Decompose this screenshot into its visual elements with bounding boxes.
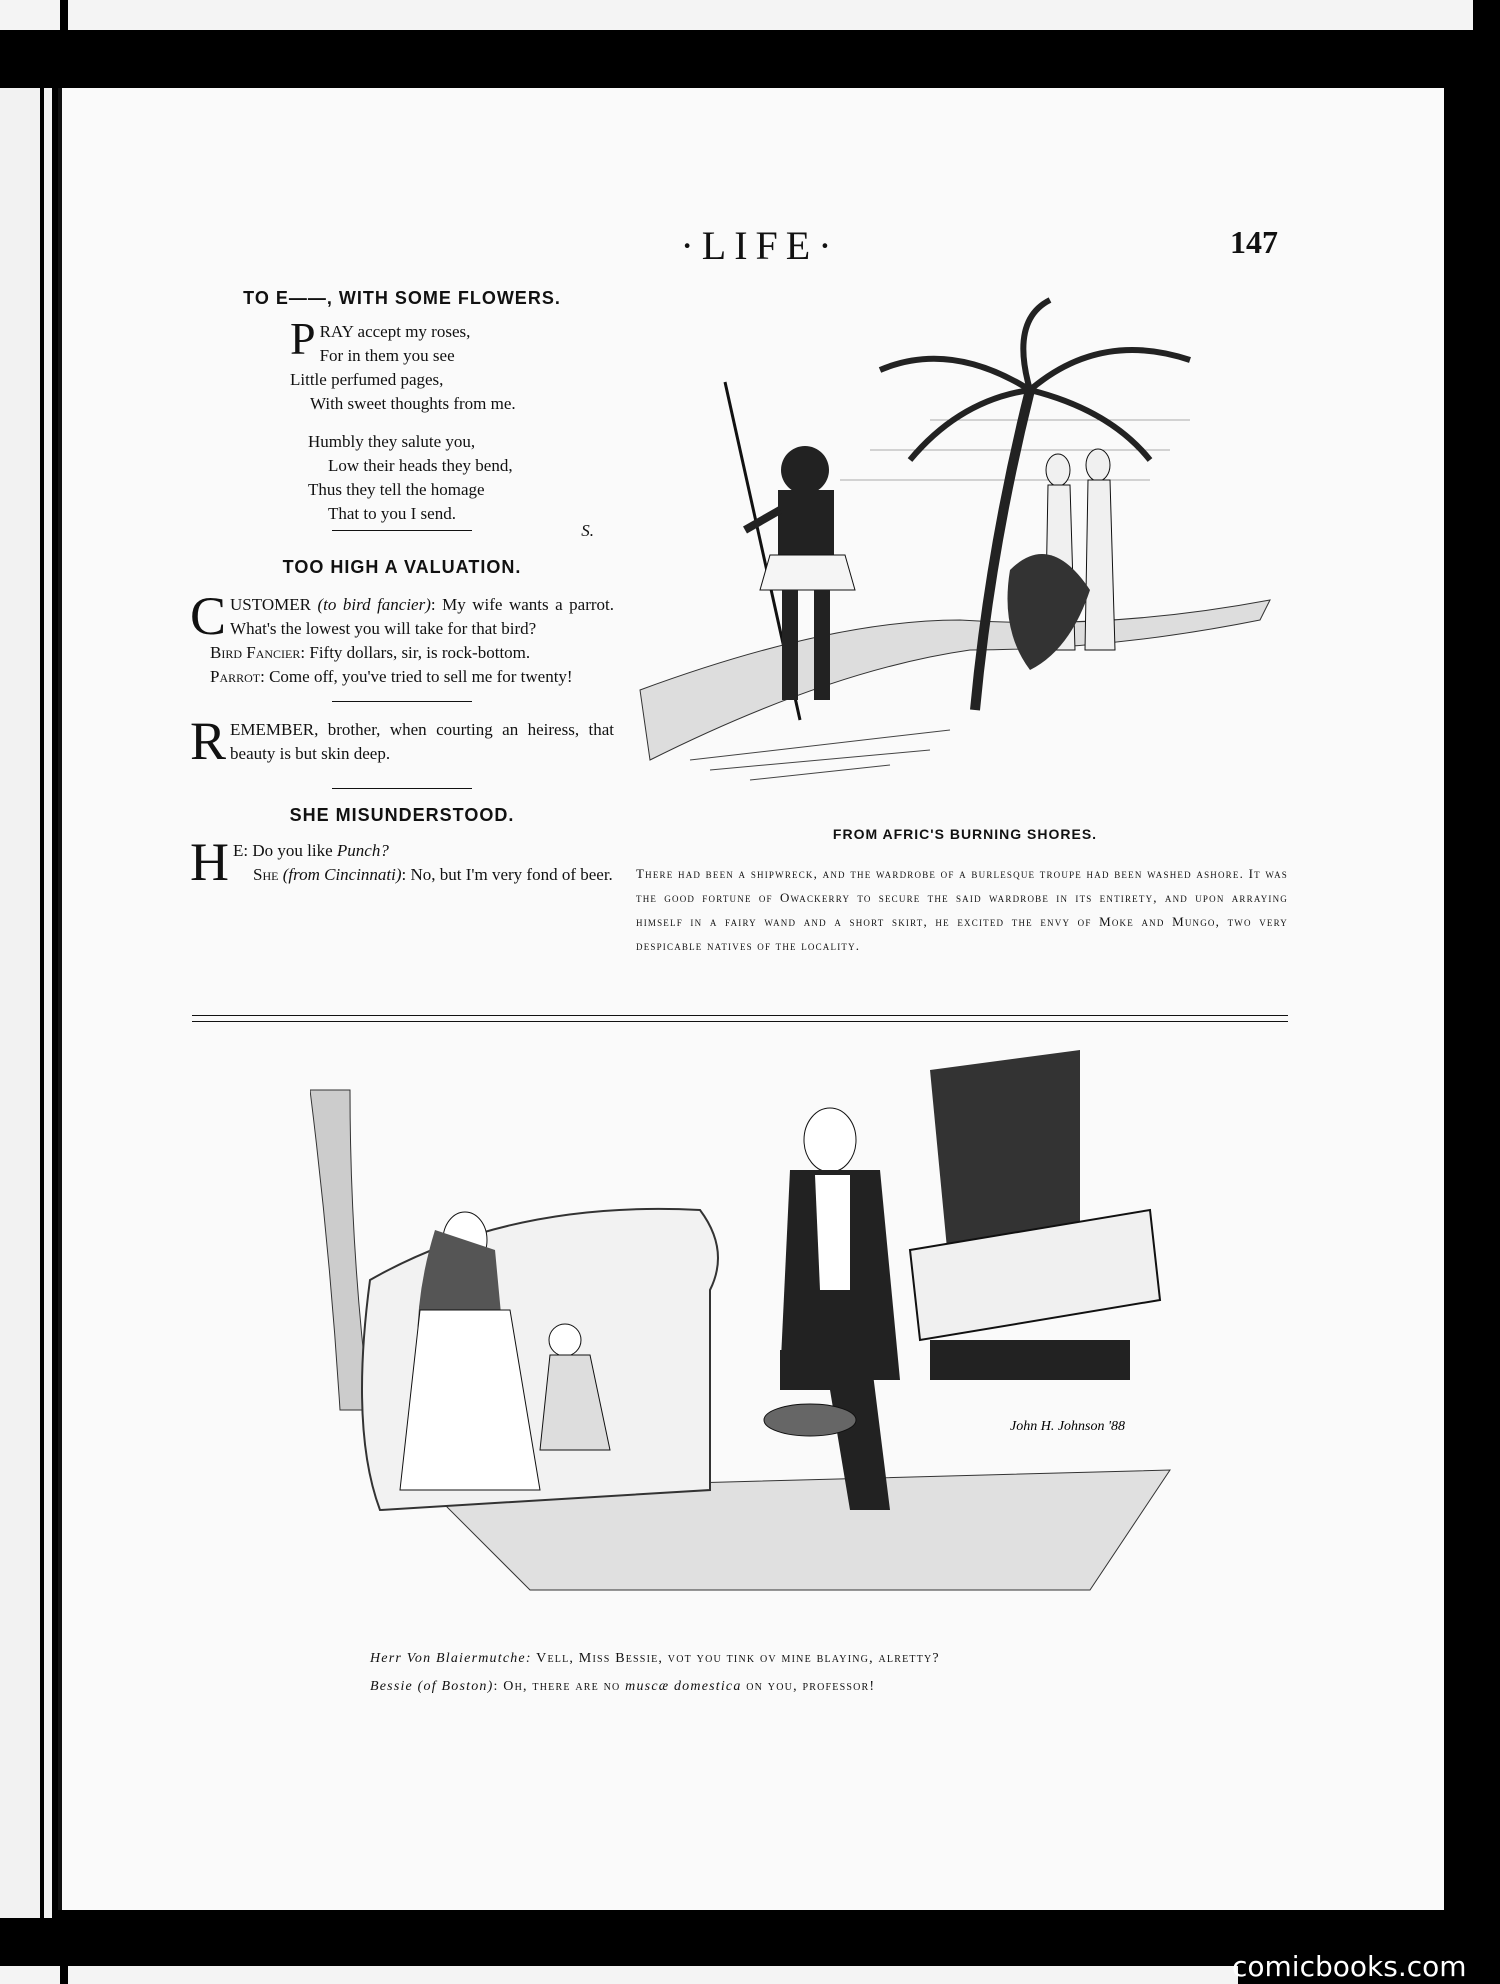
poem-line: Thus they tell the homage xyxy=(308,480,485,499)
site-watermark: comicbooks.com xyxy=(1232,1950,1467,1983)
section-rule xyxy=(332,530,472,531)
poem-line: Low their heads they bend, xyxy=(328,456,513,475)
valuation-paragraph-1: CUSTOMER (to bird fancier): My wife wants a parrot. What's the lowest you will take for that bird? xyxy=(190,586,615,646)
africa-cartoon-illustration xyxy=(630,290,1290,810)
double-rule-divider xyxy=(192,1015,1288,1022)
valuation-paragraph-2: Bird Fancier: Fifty dollars, sir, is rock-bottom. xyxy=(210,643,531,662)
africa-cartoon-caption: There had been a shipwreck, and the wardrobe of a burlesque troupe had been washed ashore. It was the good fortune of Owackerry to secure the said wardrobe in its entirety, and upon arraying himself in a fairy wand and a short skirt, he excited the envy of Moke and Mungo, two very despicable natives of the locality. xyxy=(636,866,1288,953)
misunderstood-paragraph-2: She (from Cincinnati): No, but I'm very fond of beer. xyxy=(253,865,613,884)
misunderstood-paragraph-1: H E: Do you like Punch? xyxy=(190,832,389,892)
piano-stool xyxy=(764,1404,856,1436)
masthead-title: ·LIFE· xyxy=(680,223,840,268)
section-rule xyxy=(332,701,472,702)
piano-cartoon-illustration xyxy=(310,1050,1210,1630)
beach-shore xyxy=(640,600,1270,760)
piano-caption-line-2: Bessie (of Boston): Oh, there are no muscæ domestica on you, professor! xyxy=(370,1679,876,1694)
poem-line: That to you I send. xyxy=(328,504,456,523)
drop-cap: R xyxy=(190,711,227,771)
africa-cartoon-title: FROM AFRIC'S BURNING SHORES. xyxy=(832,826,1098,842)
page-edge-shadow xyxy=(1444,88,1454,1910)
misunderstood-heading: SHE MISUNDERSTOOD. xyxy=(289,805,515,825)
adjacent-page-fragment xyxy=(68,0,1473,30)
drop-cap: H xyxy=(190,832,229,892)
poem-line: Humbly they salute you, xyxy=(308,432,476,451)
valuation-heading: TOO HIGH A VALUATION. xyxy=(282,557,522,577)
previous-page-edge xyxy=(0,88,55,1918)
moke-and-mungo-figures xyxy=(1008,449,1116,670)
poem-signature: S. xyxy=(581,520,594,540)
valuation-paragraph-3: Parrot: Come off, you've tried to sell me for twenty! xyxy=(210,667,573,686)
poem-stanza-2 xyxy=(308,430,614,526)
poem-heading: TO E——, WITH SOME FLOWERS. xyxy=(243,288,561,308)
piano-caption-line-1: Herr Von Blaiermutche: Vell, Miss Bessie, vot you tink ov mine blaying, alretty? xyxy=(370,1651,940,1666)
left-text-column xyxy=(190,286,615,892)
remember-paragraph: REMEMBER, brother, when courting an heiress, that beauty is but skin deep. xyxy=(190,711,614,771)
section-rule xyxy=(332,788,472,789)
poem-line: With sweet thoughts from me. xyxy=(310,394,516,413)
adjacent-page-fragment xyxy=(0,0,60,30)
poem-line: RAY accept my roses, xyxy=(319,322,471,341)
curtain xyxy=(310,1090,370,1410)
adjacent-page-fragment xyxy=(68,1966,1238,1984)
professor-figure xyxy=(780,1108,900,1510)
adjacent-page-fragment xyxy=(0,1966,60,1984)
poem-line: For in them you see xyxy=(319,346,455,365)
poem-line: Little perfumed pages, xyxy=(290,370,444,389)
grand-piano xyxy=(910,1050,1160,1380)
drop-cap: C xyxy=(190,586,227,646)
poem-stanza-1 xyxy=(290,313,614,416)
page-number: 147 xyxy=(1230,224,1278,260)
artist-signature: John H. Johnson '88 xyxy=(1010,1419,1125,1434)
drop-cap: P xyxy=(290,313,316,364)
